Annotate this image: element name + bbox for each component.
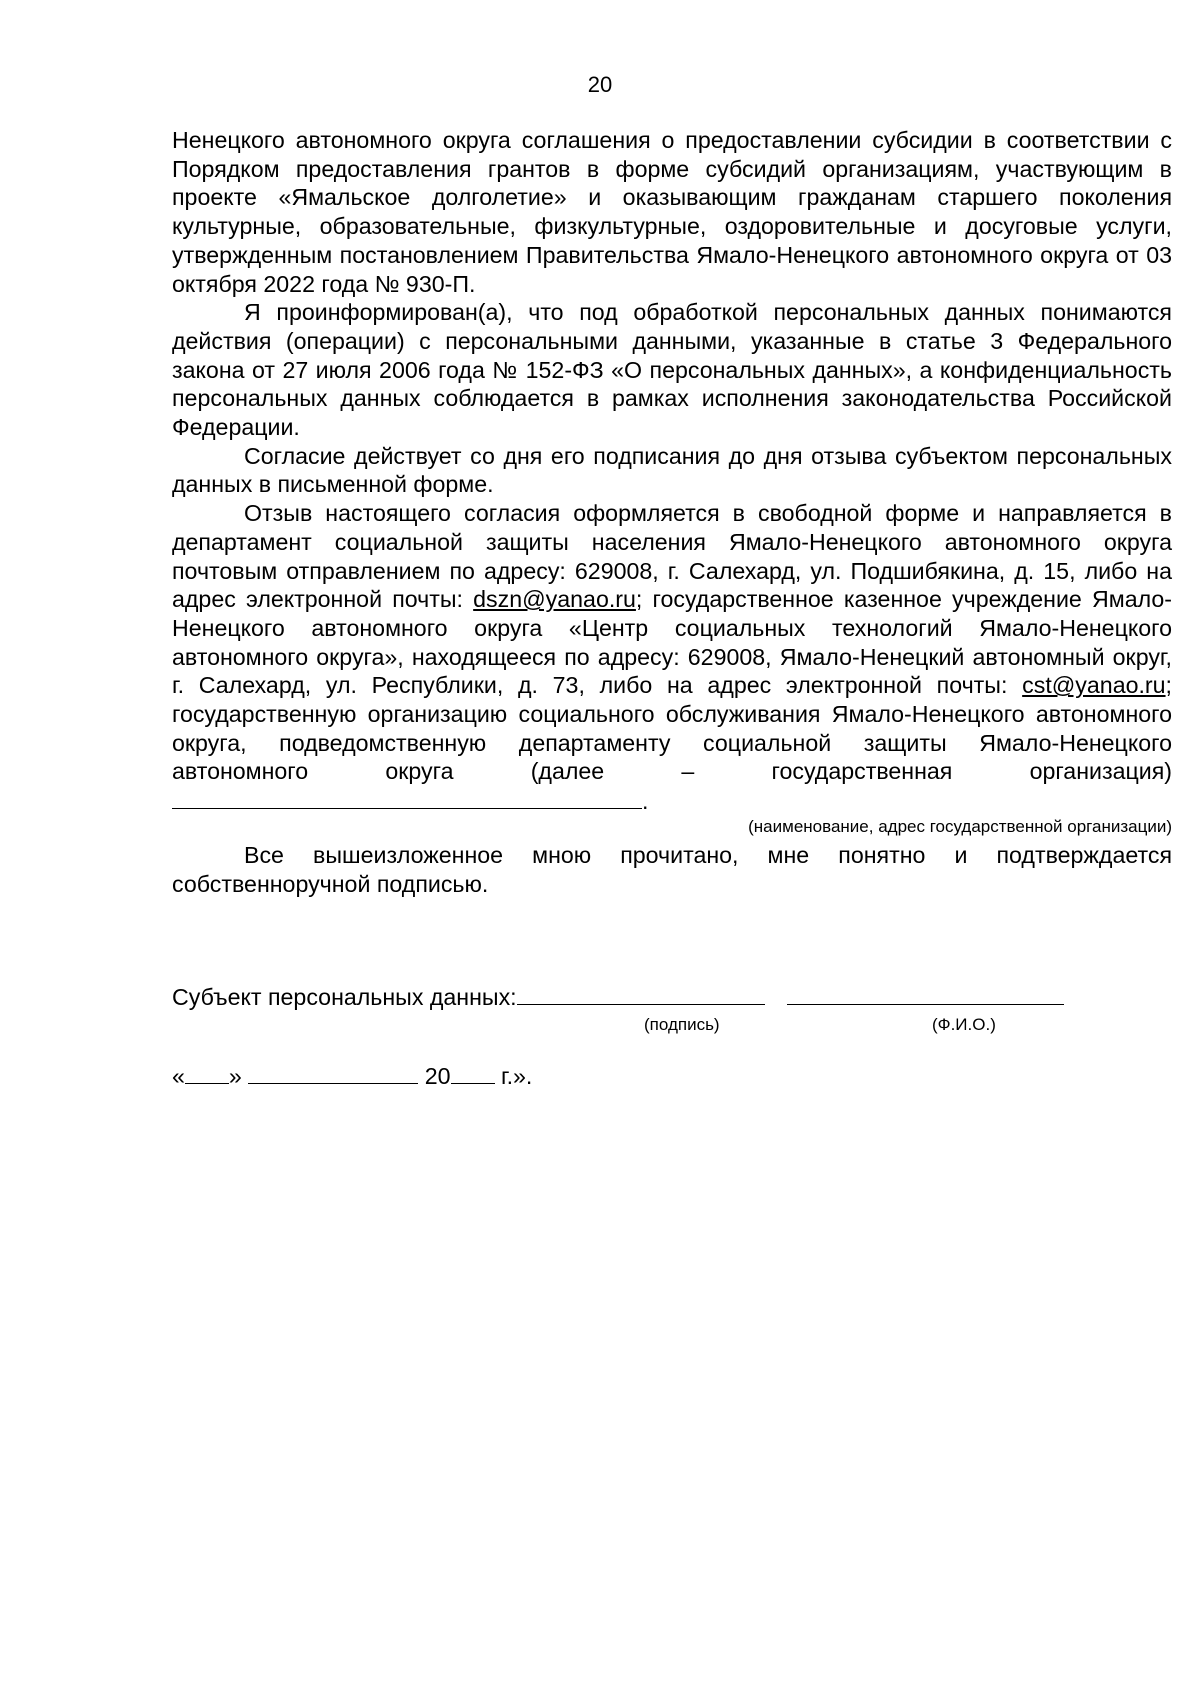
withdrawal-text-a: Отзыв настоящего согласия оформляется в свободной форме и направляется в департамент социальной защиты населения Ямало-Ненецкого автономного округа почтовым отправлением по адресу: 629008, г. Салехард, ул. Подшибякина, д. 15, либо на адрес электронной почты:: [172, 500, 1172, 613]
paragraph-confirmation: Все вышеизложенное мною прочитано, мне понятно и подтверждается собственноручной подписью.: [172, 841, 1172, 897]
signature-captions: [172, 1011, 1172, 1033]
year-prefix: 20: [424, 1063, 451, 1089]
paragraph-personal-data-processing: Я проинформирован(а), что под обработкой персональных данных понимаются действия (операции) с персональными данными, указанные в статье 3 Федерального закона от 27 июля 2006 года № 152-ФЗ «О персональных данных», а конфиденциальность персональных данных соблюдается в рамках исполнения законодательства Российской Федерации.: [172, 299, 1172, 441]
signature-block: [172, 982, 1172, 1033]
document-body: [172, 126, 1172, 898]
date-line: [172, 1061, 532, 1090]
date-suffix: г.».: [500, 1063, 533, 1089]
day-blank-line[interactable]: [185, 1061, 229, 1084]
month-blank-line[interactable]: [248, 1061, 418, 1084]
date-open-quote: «: [172, 1063, 185, 1089]
year-blank-line[interactable]: [451, 1061, 495, 1084]
paragraph-consent-withdrawal: [172, 499, 1172, 816]
signature-label: Субъект персональных данных:: [172, 984, 517, 1010]
date-close-quote: »: [228, 1063, 242, 1089]
email-link-cst[interactable]: cst@yanao.ru: [1022, 672, 1166, 699]
paragraph-grant-order: Ненецкого автономного округа соглашения о предоставлении субсидии в соответствии с Порядком предоставления грантов в форме субсидий организациям, участвующим в проекте «Ямальское долголетие» и оказывающим гражданам старшего поколения культурные, образовательные, физкультурные, оздоровительные и досуговые услуги, утвержденным постановлением Правительства Ямало-Ненецкого автономного округа от 03 октября 2022 года № 930-П.: [172, 127, 1172, 297]
email-link-dszn[interactable]: dszn@yanao.ru: [473, 586, 636, 613]
org-name-caption: (наименование, адрес государственной организации): [748, 816, 1172, 836]
signature-line: [172, 982, 1172, 1011]
signature-blank-line[interactable]: [517, 982, 765, 1005]
signature-caption: (подпись): [644, 1015, 720, 1034]
full-name-caption: (Ф.И.О.): [932, 1015, 996, 1034]
withdrawal-end: .: [642, 788, 649, 815]
page-number: 20: [587, 72, 613, 97]
withdrawal-text-c: ; государственную организацию социального обслуживания Ямало-Ненецкого автономного округа, подведомственную департаменту социальной защиты Ямало-Ненецкого автономного округа (далее – государственная организация): [172, 672, 1172, 785]
withdrawal-text-b: ; государственное казенное учреждение Ямало-Ненецкого автономного округа «Центр социальных технологий Ямало-Ненецкого автономного округа», находящееся по адресу: 629008, Ямало-Ненецкий автономный округ, г. Салехард, ул. Республики, д. 73, либо на адрес электронной почты:: [172, 586, 1173, 699]
full-name-blank-line[interactable]: [787, 982, 1064, 1005]
paragraph-consent-validity: Согласие действует со дня его подписания до дня отзыва субъектом персональных данных в письменной форме.: [172, 442, 1172, 498]
org-name-blank-line[interactable]: [172, 786, 642, 809]
